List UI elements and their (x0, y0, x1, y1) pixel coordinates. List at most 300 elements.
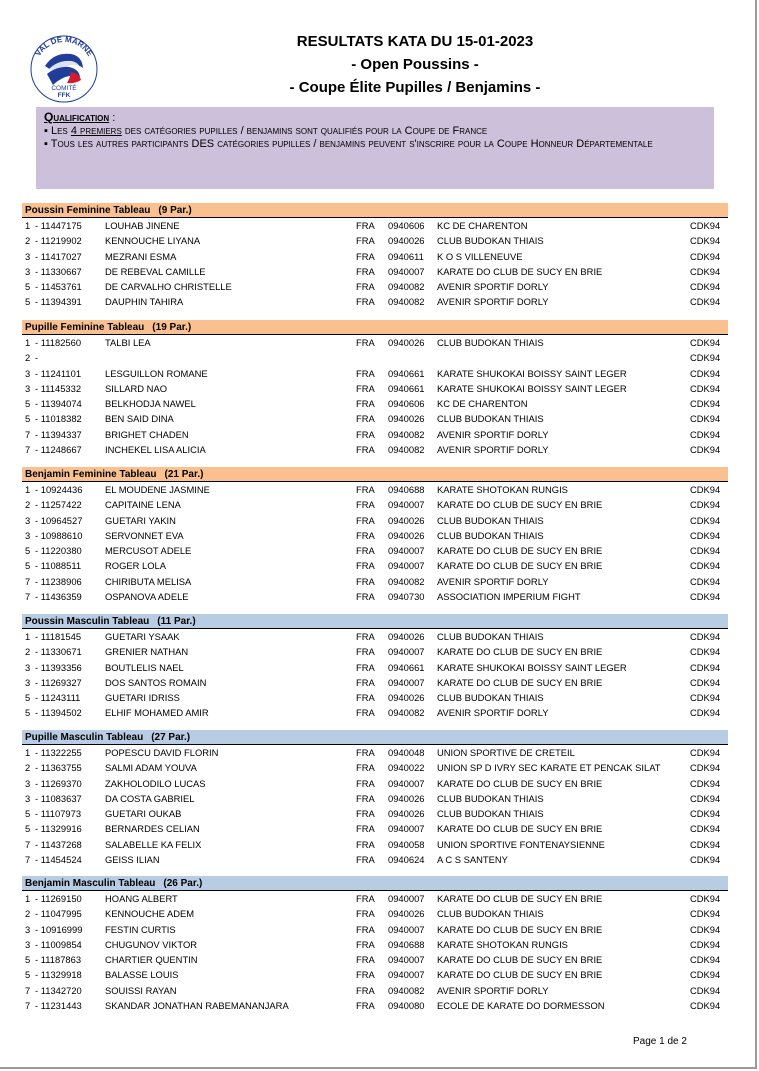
cell-cdk: CDK94 (690, 777, 721, 789)
section-header (22, 320, 728, 335)
cell-cdk: CDK94 (690, 428, 721, 440)
cell-lic: - 11330667 (35, 265, 82, 277)
cell-name: LOUHAB JINENE (105, 220, 180, 231)
cell-club-name: ASSOCIATION IMPERIUM FIGHT (437, 591, 581, 603)
cell-name: ELHIF MOHAMED AMIR (105, 707, 209, 719)
cell-cdk: CDK94 (690, 762, 721, 774)
table-row (22, 690, 728, 705)
cell-name: SILLARD NAO (105, 382, 167, 394)
cell-rank: 7 (25, 591, 31, 603)
cell-rank: 3 (25, 661, 31, 673)
cell-name: CAPITAINE LENA (105, 499, 181, 511)
cell-cdk: CDK94 (690, 954, 721, 966)
cell-lic: - 11394337 (35, 428, 82, 440)
cell-rank: 5 (25, 560, 31, 572)
cell-club: 0940058 (388, 838, 425, 850)
cell-lic: - 11269150 (35, 893, 82, 904)
cell-nat: FRA (356, 529, 375, 541)
table-row (22, 427, 728, 442)
cell-nat: FRA (356, 923, 375, 935)
cell-nat: FRA (356, 984, 375, 996)
cell-club: 0940611 (388, 250, 424, 262)
cell-rank: 3 (25, 367, 31, 379)
cell-cdk: CDK94 (690, 1000, 721, 1012)
cell-name: EL MOUDENE JASMINE (105, 484, 210, 495)
cell-cdk: CDK94 (690, 367, 721, 379)
table-row (22, 411, 728, 426)
cell-lic: - 11447175 (35, 220, 82, 231)
qualification-title: Qualification (44, 110, 110, 124)
section-title: Poussin Feminine Tableau (25, 205, 151, 216)
cell-lic: - 11363755 (35, 762, 82, 774)
cell-lic: - 11083637 (35, 792, 82, 804)
cell-name: SOUISSI RAYAN (105, 984, 177, 996)
cell-rank: 2 (25, 762, 31, 774)
table-row (22, 558, 728, 573)
table-row (22, 497, 728, 512)
cell-cdk: CDK94 (690, 823, 721, 835)
table-row (22, 396, 728, 411)
table-row (22, 821, 728, 836)
cell-club: 0940661 (388, 367, 425, 379)
cell-lic: - 11243111 (35, 692, 81, 704)
section-title: Benjamin Feminine Tableau (25, 469, 157, 480)
cell-rank: 1 (25, 893, 31, 904)
qualification-rule-1 (44, 125, 706, 138)
cell-cdk: CDK94 (690, 575, 721, 587)
cell-name: GRENIER NATHAN (105, 646, 189, 658)
page-subtitle-coupe: - Coupe Élite Pupilles / Benjamins - (289, 79, 541, 96)
cell-club: 0940026 (388, 529, 425, 541)
section-title: Pupille Feminine Tableau (25, 322, 145, 333)
cell-rank: 5 (25, 692, 31, 704)
table-row (22, 760, 728, 775)
section-count: (21 Par.) (164, 469, 204, 480)
cell-club-name: AVENIR SPORTIF DORLY (437, 444, 549, 456)
cell-club: 0940007 (388, 777, 425, 789)
cell-name: DE CARVALHO CHRISTELLE (105, 281, 232, 293)
cell-cdk: CDK94 (690, 545, 721, 557)
cell-nat: FRA (356, 823, 375, 835)
cell-lic: - 11393356 (35, 661, 82, 673)
cell-name: CHIRIBUTA MELISA (105, 575, 192, 587)
cell-cdk: CDK94 (690, 499, 721, 511)
cell-cdk: CDK94 (690, 808, 721, 820)
cell-nat: FRA (356, 484, 375, 495)
cell-club-name: ECOLE DE KARATE DO DORMESSON (437, 1000, 605, 1012)
cell-rank: 3 (25, 529, 31, 541)
cell-lic: - 11018382 (35, 413, 82, 425)
table-row (22, 442, 728, 457)
table-row (22, 482, 728, 497)
cell-nat: FRA (356, 747, 375, 758)
cell-club-name: KARATE SHUKOKAI BOISSY SAINT LEGER (437, 382, 627, 394)
cell-nat: FRA (356, 954, 375, 966)
cell-name: DAUPHIN TAHIRA (105, 296, 184, 308)
cell-club-name: AVENIR SPORTIF DORLY (437, 296, 549, 308)
cell-rank: 5 (25, 281, 31, 293)
cell-cdk: CDK94 (690, 337, 721, 348)
section-header (22, 467, 728, 482)
cell-name: SALABELLE KA FELIX (105, 838, 202, 850)
table-row (22, 350, 728, 365)
cell-nat: FRA (356, 337, 375, 348)
cell-cdk: CDK94 (690, 893, 721, 904)
cell-nat: FRA (356, 545, 375, 557)
cell-club: 0940026 (388, 631, 425, 642)
cell-name: GUETARI IDRISS (105, 692, 180, 704)
cell-lic: - 11107973 (35, 808, 82, 820)
section-header (22, 203, 728, 218)
cell-nat: FRA (356, 938, 375, 950)
cell-nat: FRA (356, 676, 375, 688)
cell-cdk: CDK94 (690, 908, 721, 920)
cell-club-name: AVENIR SPORTIF DORLY (437, 281, 549, 293)
cell-club: 0940007 (388, 954, 425, 966)
cell-nat: FRA (356, 499, 375, 511)
results-section (22, 614, 728, 721)
table-row (22, 776, 728, 791)
cell-name: KENNOUCHE LIYANA (105, 235, 201, 247)
cell-rank: 5 (25, 823, 31, 835)
cell-lic: - 11187863 (35, 954, 82, 966)
table-row (22, 589, 728, 604)
cell-club: 0940007 (388, 545, 425, 557)
section-header (22, 614, 728, 629)
table-row (22, 745, 728, 760)
cell-club-name: KARATE SHUKOKAI BOISSY SAINT LEGER (437, 367, 627, 379)
cell-cdk: CDK94 (690, 484, 721, 495)
cell-club-name: AVENIR SPORTIF DORLY (437, 428, 549, 440)
cell-lic: - 11269370 (35, 777, 82, 789)
cell-nat: FRA (356, 893, 375, 904)
cell-nat: FRA (356, 1000, 375, 1012)
section-title: Pupille Masculin Tableau (25, 732, 144, 743)
cell-cdk: CDK94 (690, 514, 721, 526)
cell-name: GEISS ILIAN (105, 854, 160, 866)
cell-club-name: KARATE DO CLUB DE SUCY EN BRIE (437, 646, 603, 658)
cell-nat: FRA (356, 631, 375, 642)
bullet-icon: ▪ (44, 125, 48, 137)
cell-rank: 3 (25, 792, 31, 804)
cell-lic: - 11453761 (35, 281, 82, 293)
cell-lic: - 11088511 (35, 560, 82, 572)
cell-name: LESGUILLON ROMANE (105, 367, 208, 379)
cell-rank: 1 (25, 220, 31, 231)
cell-rank: 5 (25, 707, 31, 719)
cell-club-name: KARATE DO CLUB DE SUCY EN BRIE (437, 265, 603, 277)
cell-club: 0940026 (388, 235, 425, 247)
cell-club: 0940606 (388, 220, 425, 231)
cell-name: GUETARI OUKAB (105, 808, 182, 820)
cell-name: FESTIN CURTIS (105, 923, 176, 935)
cell-lic: - 11231443 (35, 1000, 82, 1012)
section-header (22, 730, 728, 745)
table-row (22, 543, 728, 558)
table-row (22, 233, 728, 248)
page-subtitle-open: - Open Poussins - (351, 56, 479, 73)
cell-nat: FRA (356, 444, 375, 456)
cell-club: 0940026 (388, 413, 425, 425)
cell-club: 0940730 (388, 591, 425, 603)
cell-club: 0940082 (388, 444, 425, 456)
cell-club: 0940688 (388, 938, 425, 950)
cell-club-name: KARATE DO CLUB DE SUCY EN BRIE (437, 777, 603, 789)
cell-club-name: AVENIR SPORTIF DORLY (437, 984, 549, 996)
cell-club: 0940007 (388, 265, 425, 277)
cell-nat: FRA (356, 969, 375, 981)
title-block (200, 30, 630, 99)
cell-club-name: KARATE DO CLUB DE SUCY EN BRIE (437, 560, 603, 572)
cell-name: SALMI ADAM YOUVA (105, 762, 197, 774)
cell-cdk: CDK94 (690, 854, 721, 866)
cell-cdk: CDK94 (690, 220, 721, 231)
rule-2-text: Tous les autres participants DES catégories pupilles / benjamins peuvent s'inscrire pour la Coupe Honneur Départementale (50, 138, 653, 150)
cell-cdk: CDK94 (690, 398, 721, 410)
cell-cdk: CDK94 (690, 747, 721, 758)
cell-club: 0940661 (388, 661, 425, 673)
cell-cdk: CDK94 (690, 235, 721, 247)
table-row (22, 983, 728, 998)
cell-rank: 1 (25, 631, 31, 642)
cell-name: BOUTLELIS NAEL (105, 661, 184, 673)
cell-rank: 7 (25, 444, 31, 456)
section-count: (9 Par.) (158, 205, 192, 216)
table-row (22, 629, 728, 644)
table-row (22, 806, 728, 821)
cell-name: DA COSTA GABRIEL (105, 792, 195, 804)
cell-club-name: KARATE DO CLUB DE SUCY EN BRIE (437, 823, 603, 835)
results-section (22, 730, 728, 867)
cell-name: GUETARI YAKIN (105, 514, 176, 526)
section-count: (11 Par.) (157, 616, 196, 627)
cell-club-name: KARATE SHUKOKAI BOISSY SAINT LEGER (437, 661, 627, 673)
cell-club: 0940606 (388, 398, 425, 410)
cell-cdk: CDK94 (690, 661, 721, 673)
cell-nat: FRA (356, 762, 375, 774)
karate-fist-logo-icon (27, 30, 101, 104)
cell-rank: 1 (25, 484, 31, 495)
table-row (22, 528, 728, 543)
table-row (22, 249, 728, 264)
qualification-title-colon: : (109, 112, 116, 124)
cell-rank: 3 (25, 923, 31, 935)
table-row (22, 279, 728, 294)
cell-name: BRIGHET CHADEN (105, 428, 189, 440)
table-row (22, 998, 728, 1013)
cell-cdk: CDK94 (690, 382, 721, 394)
cell-lic: - 11145332 (35, 382, 82, 394)
cell-cdk: CDK94 (690, 352, 721, 364)
results-section (22, 320, 728, 457)
cell-lic: - 10964527 (35, 514, 83, 526)
cell-cdk: CDK94 (690, 707, 721, 719)
table-row (22, 644, 728, 659)
results-section (22, 203, 728, 310)
cell-nat: FRA (356, 235, 375, 247)
cell-lic: - 11181545 (35, 631, 82, 642)
cell-club: 0940082 (388, 575, 425, 587)
cell-club: 0940007 (388, 923, 425, 935)
cell-name: DE REBEVAL CAMILLE (105, 265, 206, 277)
cell-club-name: CLUB BUDOKAN THIAIS (437, 413, 544, 425)
cell-club-name: KARATE SHOTOKAN RUNGIS (437, 484, 568, 495)
cell-nat: FRA (356, 398, 375, 410)
cell-nat: FRA (356, 413, 375, 425)
cell-club: 0940007 (388, 646, 425, 658)
cell-cdk: CDK94 (690, 838, 721, 850)
cell-name: MEZRANI ESMA (105, 250, 177, 262)
section-count: (26 Par.) (163, 878, 203, 889)
rule-1-highlight: 4 premiers (70, 125, 122, 137)
cell-rank: 2 (25, 235, 31, 247)
cell-club-name: KARATE SHOTOKAN RUNGIS (437, 938, 568, 950)
table-row (22, 335, 728, 350)
cell-nat: FRA (356, 908, 375, 920)
cell-lic: - 11394074 (35, 398, 82, 410)
cell-nat: FRA (356, 854, 375, 866)
cell-club-name: KC DE CHARENTON (437, 220, 528, 231)
cell-rank: 3 (25, 938, 31, 950)
cell-nat: FRA (356, 646, 375, 658)
cell-club-name: CLUB BUDOKAN THIAIS (437, 692, 544, 704)
cell-lic: - 11394391 (35, 296, 82, 308)
cell-nat: FRA (356, 692, 375, 704)
table-row (22, 574, 728, 589)
cell-club-name: CLUB BUDOKAN THIAIS (437, 631, 544, 642)
cell-rank: 2 (25, 646, 31, 658)
cell-name: SERVONNET EVA (105, 529, 184, 541)
cell-lic: - 11342720 (35, 984, 82, 996)
cell-club: 0940007 (388, 499, 425, 511)
cell-rank: 3 (25, 676, 31, 688)
section-count: (27 Par.) (151, 732, 191, 743)
cell-lic: - 10988610 (35, 529, 83, 541)
cell-club-name: KARATE DO CLUB DE SUCY EN BRIE (437, 923, 603, 935)
cell-club: 0940082 (388, 707, 425, 719)
logo-text-comite: COMITÉ (51, 85, 77, 92)
cell-lic: - 11417027 (35, 250, 82, 262)
cell-rank: 2 (25, 352, 31, 364)
table-row (22, 791, 728, 806)
cell-name: HOANG ALBERT (105, 893, 178, 904)
cell-lic: - 11009854 (35, 938, 82, 950)
page-title: RESULTATS KATA DU 15-01-2023 (296, 33, 534, 50)
cell-rank: 7 (25, 1000, 31, 1012)
cell-nat: FRA (356, 281, 375, 293)
cell-club: 0940007 (388, 676, 425, 688)
cell-cdk: CDK94 (690, 969, 721, 981)
ffk-logo (27, 30, 101, 104)
cell-rank: 5 (25, 413, 31, 425)
cell-club: 0940026 (388, 337, 425, 348)
cell-rank: 3 (25, 514, 31, 526)
cell-club: 0940026 (388, 692, 425, 704)
cell-name: KENNOUCHE ADEM (105, 908, 195, 920)
cell-rank: 3 (25, 250, 31, 262)
cell-cdk: CDK94 (690, 444, 721, 456)
cell-club-name: KARATE DO CLUB DE SUCY EN BRIE (437, 954, 603, 966)
table-row (22, 366, 728, 381)
cell-rank: 1 (25, 747, 31, 758)
qualification-rule-2 (44, 138, 706, 151)
cell-name: POPESCU DAVID FLORIN (105, 747, 219, 758)
cell-cdk: CDK94 (690, 560, 721, 572)
cell-cdk: CDK94 (690, 631, 721, 642)
cell-rank: 3 (25, 382, 31, 394)
cell-club: 0940007 (388, 823, 425, 835)
rule-1-pre: Les (50, 125, 71, 137)
cell-lic: - 11219902 (35, 235, 82, 247)
table-row (22, 937, 728, 952)
cell-club-name: CLUB BUDOKAN THIAIS (437, 337, 544, 348)
cell-rank: 5 (25, 954, 31, 966)
cell-rank: 5 (25, 969, 31, 981)
cell-club-name: KARATE DO CLUB DE SUCY EN BRIE (437, 676, 603, 688)
cell-rank: 5 (25, 545, 31, 557)
cell-rank: 7 (25, 428, 31, 440)
cell-lic: - 11238906 (35, 575, 82, 587)
cell-club-name: CLUB BUDOKAN THIAIS (437, 514, 544, 526)
table-row (22, 906, 728, 921)
cell-cdk: CDK94 (690, 792, 721, 804)
results-section (22, 876, 728, 1013)
cell-nat: FRA (356, 575, 375, 587)
table-row (22, 922, 728, 937)
cell-rank: 7 (25, 575, 31, 587)
cell-cdk: CDK94 (690, 984, 721, 996)
section-title: Benjamin Masculin Tableau (25, 878, 156, 889)
table-row (22, 705, 728, 720)
cell-lic: - 11248667 (35, 444, 82, 456)
cell-lic: - 10916999 (35, 923, 83, 935)
section-header (22, 876, 728, 891)
cell-name: BALASSE LOUIS (105, 969, 179, 981)
cell-rank: 2 (25, 908, 31, 920)
cell-club: 0940082 (388, 281, 425, 293)
cell-cdk: CDK94 (690, 296, 721, 308)
cell-lic: - 11322255 (35, 747, 82, 758)
cell-name: OSPANOVA ADELE (105, 591, 189, 603)
cell-club: 0940082 (388, 296, 425, 308)
cell-rank: 1 (25, 337, 31, 348)
cell-lic: - 11394502 (35, 707, 82, 719)
cell-name: ZAKHOLODILO LUCAS (105, 777, 206, 789)
cell-name: GUETARI YSAAK (105, 631, 180, 642)
cell-lic: - 11269327 (35, 676, 82, 688)
cell-rank: 7 (25, 838, 31, 850)
cell-cdk: CDK94 (690, 923, 721, 935)
cell-rank: 3 (25, 265, 31, 277)
cell-nat: FRA (356, 661, 375, 673)
cell-rank: 5 (25, 296, 31, 308)
cell-rank: 7 (25, 854, 31, 866)
cell-rank: 5 (25, 808, 31, 820)
table-row (22, 852, 728, 867)
cell-nat: FRA (356, 838, 375, 850)
table-row (22, 660, 728, 675)
cell-club-name: KARATE DO CLUB DE SUCY EN BRIE (437, 499, 603, 511)
qualification-box (36, 107, 714, 189)
cell-club: 0940026 (388, 808, 425, 820)
cell-club: 0940026 (388, 792, 425, 804)
table-row (22, 513, 728, 528)
cell-cdk: CDK94 (690, 281, 721, 293)
cell-nat: FRA (356, 707, 375, 719)
cell-club-name: UNION SP D IVRY SEC KARATE ET PENCAK SILAT (437, 762, 661, 774)
cell-nat: FRA (356, 792, 375, 804)
cell-club: 0940007 (388, 969, 425, 981)
